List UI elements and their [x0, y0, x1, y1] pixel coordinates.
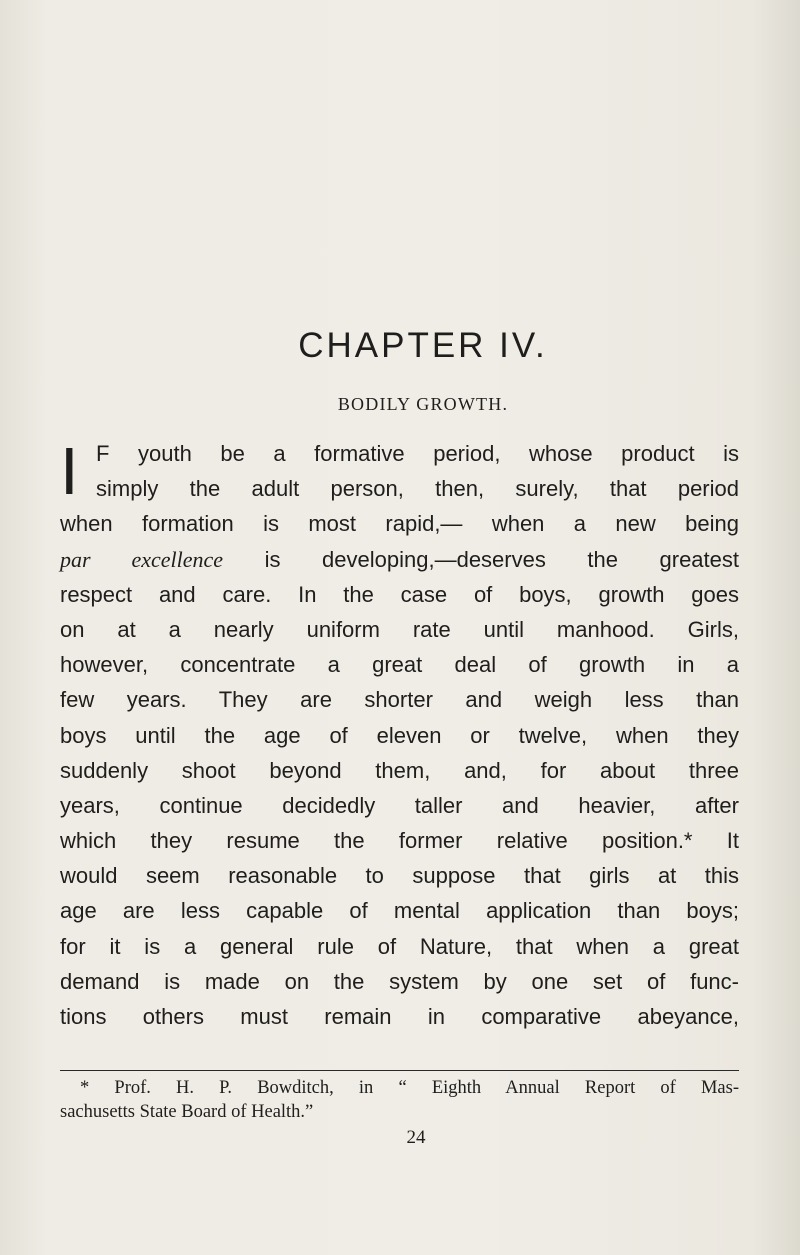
text-line: F youth be a formative period, whose product is	[96, 441, 739, 466]
text-line: which they resume the former relative position.* It	[60, 828, 739, 854]
text-line: simply the adult person, then, surely, that period	[96, 476, 739, 502]
text-line: respect and care. In the case of boys, growth goes	[60, 581, 739, 607]
italic-phrase: par excellence	[60, 546, 224, 572]
body-text	[60, 436, 739, 1034]
section-title: BODILY GROWTH.	[337, 394, 509, 414]
footnote-line: * Prof. H. P. Bowditch, in “ Eighth Annual Report of Mas-	[80, 1078, 739, 1098]
text-line: would seem reasonable to suppose that girls at this	[60, 863, 739, 889]
text-line: tions others must remain in comparative abeyance,	[60, 1004, 739, 1029]
drop-cap: I	[60, 434, 79, 509]
footnote-divider	[60, 1070, 739, 1071]
text-line: however, concentrate a great deal of growth in a	[60, 652, 739, 678]
text-line: suddenly shoot beyond them, and, for about three	[60, 757, 739, 783]
text-line: boys until the age of eleven or twelve, when they	[60, 722, 739, 748]
text-span: is developing,—deserves the greatest	[223, 546, 740, 572]
text-line: on at a nearly uniform rate until manhood. Girls,	[60, 616, 739, 642]
chapter-title: CHAPTER IV.	[298, 326, 548, 365]
text-line: few years. They are shorter and weigh less than	[60, 687, 739, 713]
text-line: demand is made on the system by one set of func-	[60, 968, 739, 994]
text-line	[60, 542, 739, 577]
footnote	[60, 1076, 739, 1124]
page-number: 24	[406, 1127, 426, 1148]
text-line: for it is a general rule of Nature, that when a great	[60, 933, 739, 959]
footnote-line: sachusetts State Board of Health.”	[60, 1102, 314, 1122]
text-line: years, continue decidedly taller and heavier, after	[60, 792, 739, 818]
text-line: age are less capable of mental application than boys;	[60, 898, 739, 924]
text-line: when formation is most rapid,— when a new being	[60, 511, 739, 537]
